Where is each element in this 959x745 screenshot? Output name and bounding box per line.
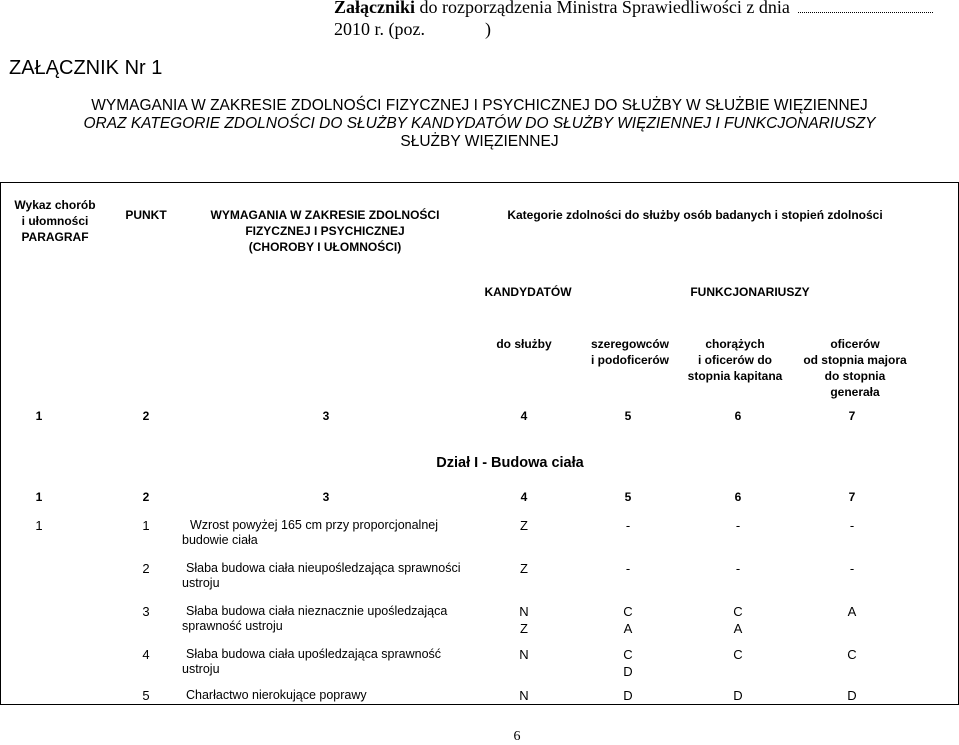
row-cat-chorazych: D bbox=[733, 688, 743, 703]
row-punkt: 1 bbox=[142, 518, 150, 533]
header-line-1-text: do rozporządzenia Ministra Sprawiedliwości z dnia bbox=[415, 0, 795, 17]
section-title: Dział I - Budowa ciała bbox=[436, 455, 584, 471]
row-cat-kandydatow: N Z bbox=[519, 604, 529, 636]
row-cat-kandydatow: N bbox=[519, 688, 529, 703]
header-line-2-a: 2010 r. (poz. bbox=[334, 19, 425, 39]
doc-title-line-2: ORAZ KATEGORIE ZDOLNOŚCI DO SŁUŻBY KANDYDATÓW DO SŁUŻBY WIĘZIENNEJ I FUNKCJONARIUSZY bbox=[83, 115, 876, 132]
row-cat-kandydatow: Z bbox=[520, 561, 528, 576]
row-paragraf: 5 bbox=[142, 688, 150, 703]
header-num: 2 bbox=[142, 409, 150, 423]
header-sub-szeregowcow: szeregowców i podoficerów bbox=[590, 337, 670, 367]
row-description: Słaba budowa ciała nieupośledzająca sprawności ustroju bbox=[182, 561, 461, 590]
header-sub-chorazych: chorążych i oficerów do stopnia kapitana bbox=[687, 337, 783, 383]
row-cat-oficerow: A bbox=[847, 604, 857, 619]
row-cat-szeregowcow: - bbox=[625, 518, 631, 533]
header-line-2-b: ) bbox=[484, 19, 491, 39]
header-num: 7 bbox=[848, 409, 856, 423]
row-description: Słaba budowa ciała nieznacznie upośledzająca sprawność ustroju bbox=[182, 604, 448, 633]
date-dotted-blank bbox=[798, 2, 933, 13]
section-num: 1 bbox=[35, 490, 43, 504]
row-cat-szeregowcow: - bbox=[625, 561, 631, 576]
row-punkt: 4 bbox=[142, 647, 150, 662]
header-num: 3 bbox=[322, 409, 330, 423]
doc-title-line-1: WYMAGANIA W ZAKRESIE ZDOLNOŚCI FIZYCZNEJ I PSYCHICZNEJ DO SŁUŻBY W SŁUŻBIE WIĘZIENNEJ bbox=[91, 97, 868, 114]
row-cat-chorazych: - bbox=[735, 518, 741, 533]
header-kandydatow: KANDYDATÓW bbox=[484, 285, 572, 299]
row-description: Słaba budowa ciała upośledzająca sprawność ustroju bbox=[182, 647, 442, 676]
row-cat-oficerow: D bbox=[847, 688, 857, 703]
row-cat-szeregowcow: C D bbox=[623, 647, 633, 679]
row-punkt: 2 bbox=[142, 561, 150, 576]
header-sub-do-sluzby: do służby bbox=[496, 337, 552, 351]
section-num: 3 bbox=[322, 490, 330, 504]
row-paragraf: 1 bbox=[35, 518, 43, 533]
section-num: 5 bbox=[624, 490, 632, 504]
page-number: 6 bbox=[513, 729, 521, 744]
header-num: 4 bbox=[520, 409, 528, 423]
row-cat-szeregowcow: C A bbox=[623, 604, 633, 636]
section-num: 2 bbox=[142, 490, 150, 504]
row-cat-oficerow: C bbox=[847, 647, 857, 662]
row-cat-oficerow: - bbox=[849, 518, 855, 533]
header-col-requirements: WYMAGANIA W ZAKRESIE ZDOLNOŚCI FIZYCZNEJ I PSYCHICZNEJ (CHOROBY I UŁOMNOŚCI) bbox=[210, 208, 440, 254]
row-description: Charłactwo nierokujące poprawy bbox=[186, 688, 367, 702]
row-cat-chorazych: C bbox=[733, 647, 743, 662]
annex-title: ZAŁĄCZNIK Nr 1 bbox=[9, 57, 163, 79]
row-cat-oficerow: - bbox=[849, 561, 855, 576]
header-categories: Kategorie zdolności do służby osób badanych i stopień zdolności bbox=[507, 208, 883, 222]
header-funkcjonariuszy: FUNKCJONARIUSZY bbox=[690, 285, 810, 299]
doc-title-line-3: SŁUŻBY WIĘZIENNEJ bbox=[400, 133, 559, 150]
header-num: 6 bbox=[734, 409, 742, 423]
row-punkt: 3 bbox=[142, 604, 150, 619]
row-cat-chorazych: C A bbox=[733, 604, 743, 636]
header-col-paragraf: Wykaz chorób i ułomności PARAGRAF bbox=[14, 198, 96, 244]
row-cat-szeregowcow: D bbox=[623, 688, 633, 703]
row-cat-kandydatow: Z bbox=[520, 518, 528, 533]
header-num: 1 bbox=[35, 409, 43, 423]
header-num: 5 bbox=[624, 409, 632, 423]
header-bold-word: Załączniki bbox=[334, 0, 416, 17]
header-line-2 bbox=[334, 19, 491, 40]
row-cat-kandydatow: N bbox=[519, 647, 529, 662]
section-num: 6 bbox=[734, 490, 742, 504]
section-num: 4 bbox=[520, 490, 528, 504]
header-line-1 bbox=[334, 0, 933, 18]
row-cat-chorazych: - bbox=[735, 561, 741, 576]
row-description: Wzrost powyżej 165 cm przy proporcjonalnej budowie ciała bbox=[182, 518, 439, 547]
header-sub-oficerow: oficerów od stopnia majora do stopnia generała bbox=[803, 337, 907, 399]
header-col-punkt: PUNKT bbox=[125, 208, 167, 222]
section-num: 7 bbox=[848, 490, 856, 504]
